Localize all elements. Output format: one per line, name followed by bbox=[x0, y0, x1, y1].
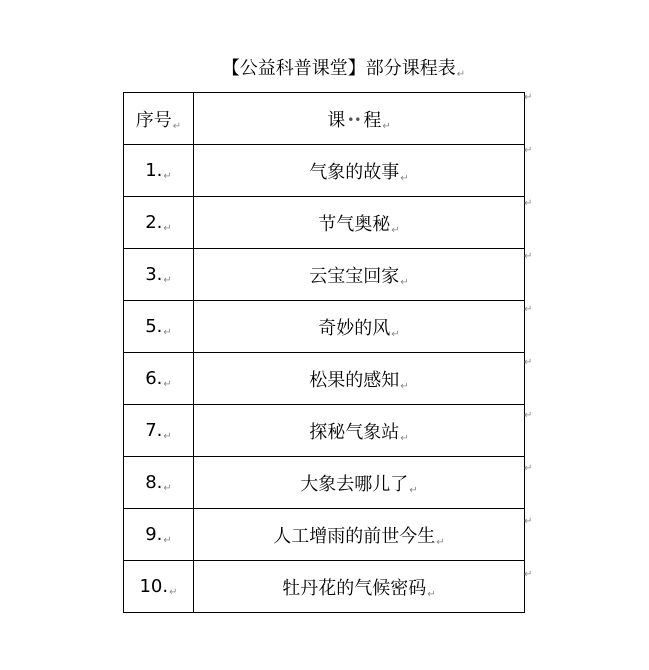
row-number-cell bbox=[124, 301, 194, 353]
row-number: 2. bbox=[145, 211, 163, 233]
row-number: 3. bbox=[145, 263, 163, 285]
row-course: 松果的感知 bbox=[309, 369, 400, 391]
row-end-mark-icon: ↵ bbox=[524, 92, 533, 103]
row-end-mark-icon: ↵ bbox=[524, 251, 533, 262]
paragraph-mark-icon: ↵ bbox=[163, 482, 172, 494]
header-course-dots: •• bbox=[347, 112, 362, 127]
paragraph-mark-icon: ↵ bbox=[391, 328, 400, 340]
row-course: 节气奥秘 bbox=[318, 213, 391, 235]
row-course-cell bbox=[194, 561, 525, 613]
row-number-cell bbox=[124, 197, 194, 249]
row-end-mark-icon: ↵ bbox=[524, 304, 533, 315]
row-number-cell bbox=[124, 509, 194, 561]
paragraph-mark-icon: ↵ bbox=[382, 120, 391, 132]
paragraph-mark-icon: ↵ bbox=[163, 430, 172, 442]
header-course-label-part1: 课 bbox=[327, 109, 346, 131]
paragraph-mark-icon: ↵ bbox=[163, 274, 172, 286]
row-end-mark-icon: ↵ bbox=[524, 357, 533, 368]
row-end-mark-icon: ↵ bbox=[524, 198, 533, 209]
row-number: 1. bbox=[145, 159, 163, 181]
row-number-cell bbox=[124, 405, 194, 457]
row-number-cell bbox=[124, 561, 194, 613]
row-end-mark-icon: ↵ bbox=[524, 569, 533, 580]
table-row bbox=[124, 301, 525, 353]
paragraph-mark-icon: ↵ bbox=[169, 586, 178, 598]
row-number: 7. bbox=[145, 419, 163, 441]
row-end-mark-icon: ↵ bbox=[524, 145, 533, 156]
paragraph-mark-icon: ↵ bbox=[400, 172, 409, 184]
table-row bbox=[124, 353, 525, 405]
row-course: 探秘气象站 bbox=[309, 421, 400, 443]
row-course-cell bbox=[194, 509, 525, 561]
row-end-marks bbox=[524, 92, 534, 622]
row-course-cell bbox=[194, 457, 525, 509]
row-number: 5. bbox=[145, 315, 163, 337]
paragraph-mark-icon: ↵ bbox=[391, 224, 400, 236]
row-course-cell bbox=[194, 405, 525, 457]
row-course: 牡丹花的气候密码 bbox=[282, 577, 427, 599]
paragraph-mark-icon: ↵ bbox=[163, 326, 172, 338]
row-course-cell bbox=[194, 197, 525, 249]
header-cell-number bbox=[124, 93, 194, 145]
paragraph-mark-icon: ↵ bbox=[400, 380, 409, 392]
header-course-label-part2: 程 bbox=[363, 109, 382, 131]
row-course-cell bbox=[194, 301, 525, 353]
row-course-cell bbox=[194, 353, 525, 405]
paragraph-mark-icon: ↵ bbox=[427, 588, 436, 600]
paragraph-mark-icon: ↵ bbox=[163, 534, 172, 546]
table-row bbox=[124, 509, 525, 561]
row-course: 人工增雨的前世今生 bbox=[273, 525, 436, 547]
course-table bbox=[123, 92, 525, 613]
paragraph-mark-icon: ↵ bbox=[163, 170, 172, 182]
paragraph-mark-icon: ↵ bbox=[436, 536, 445, 548]
row-course: 云宝宝回家 bbox=[309, 265, 400, 287]
row-course-cell bbox=[194, 249, 525, 301]
table-row bbox=[124, 405, 525, 457]
header-number-label: 序号 bbox=[135, 109, 172, 131]
row-number: 8. bbox=[145, 471, 163, 493]
row-number-cell bbox=[124, 145, 194, 197]
paragraph-mark-icon: ↵ bbox=[163, 222, 172, 234]
row-course: 奇妙的风 bbox=[318, 317, 391, 339]
paragraph-mark-icon: ↵ bbox=[456, 69, 466, 80]
table-row bbox=[124, 561, 525, 613]
paragraph-mark-icon: ↵ bbox=[172, 120, 182, 132]
title-text: 【公益科普课堂】部分课程表 bbox=[221, 58, 456, 79]
table-row bbox=[124, 457, 525, 509]
table-row bbox=[124, 197, 525, 249]
header-cell-course bbox=[194, 93, 525, 145]
table-header-row bbox=[124, 93, 525, 145]
row-end-mark-icon: ↵ bbox=[524, 463, 533, 474]
row-course-cell bbox=[194, 145, 525, 197]
paragraph-mark-icon: ↵ bbox=[409, 484, 418, 496]
row-course: 大象去哪儿了 bbox=[300, 473, 409, 495]
row-course: 气象的故事 bbox=[309, 161, 400, 183]
table-row bbox=[124, 145, 525, 197]
row-end-mark-icon: ↵ bbox=[524, 410, 533, 421]
page-title bbox=[0, 54, 649, 84]
row-number: 9. bbox=[145, 523, 163, 545]
row-number-cell bbox=[124, 353, 194, 405]
row-number: 6. bbox=[145, 367, 163, 389]
row-end-mark-icon: ↵ bbox=[524, 516, 533, 527]
table-row bbox=[124, 249, 525, 301]
paragraph-mark-icon: ↵ bbox=[400, 276, 409, 288]
paragraph-mark-icon: ↵ bbox=[163, 378, 172, 390]
row-number-cell bbox=[124, 249, 194, 301]
row-number-cell bbox=[124, 457, 194, 509]
row-number: 10. bbox=[139, 575, 169, 597]
paragraph-mark-icon: ↵ bbox=[400, 432, 409, 444]
